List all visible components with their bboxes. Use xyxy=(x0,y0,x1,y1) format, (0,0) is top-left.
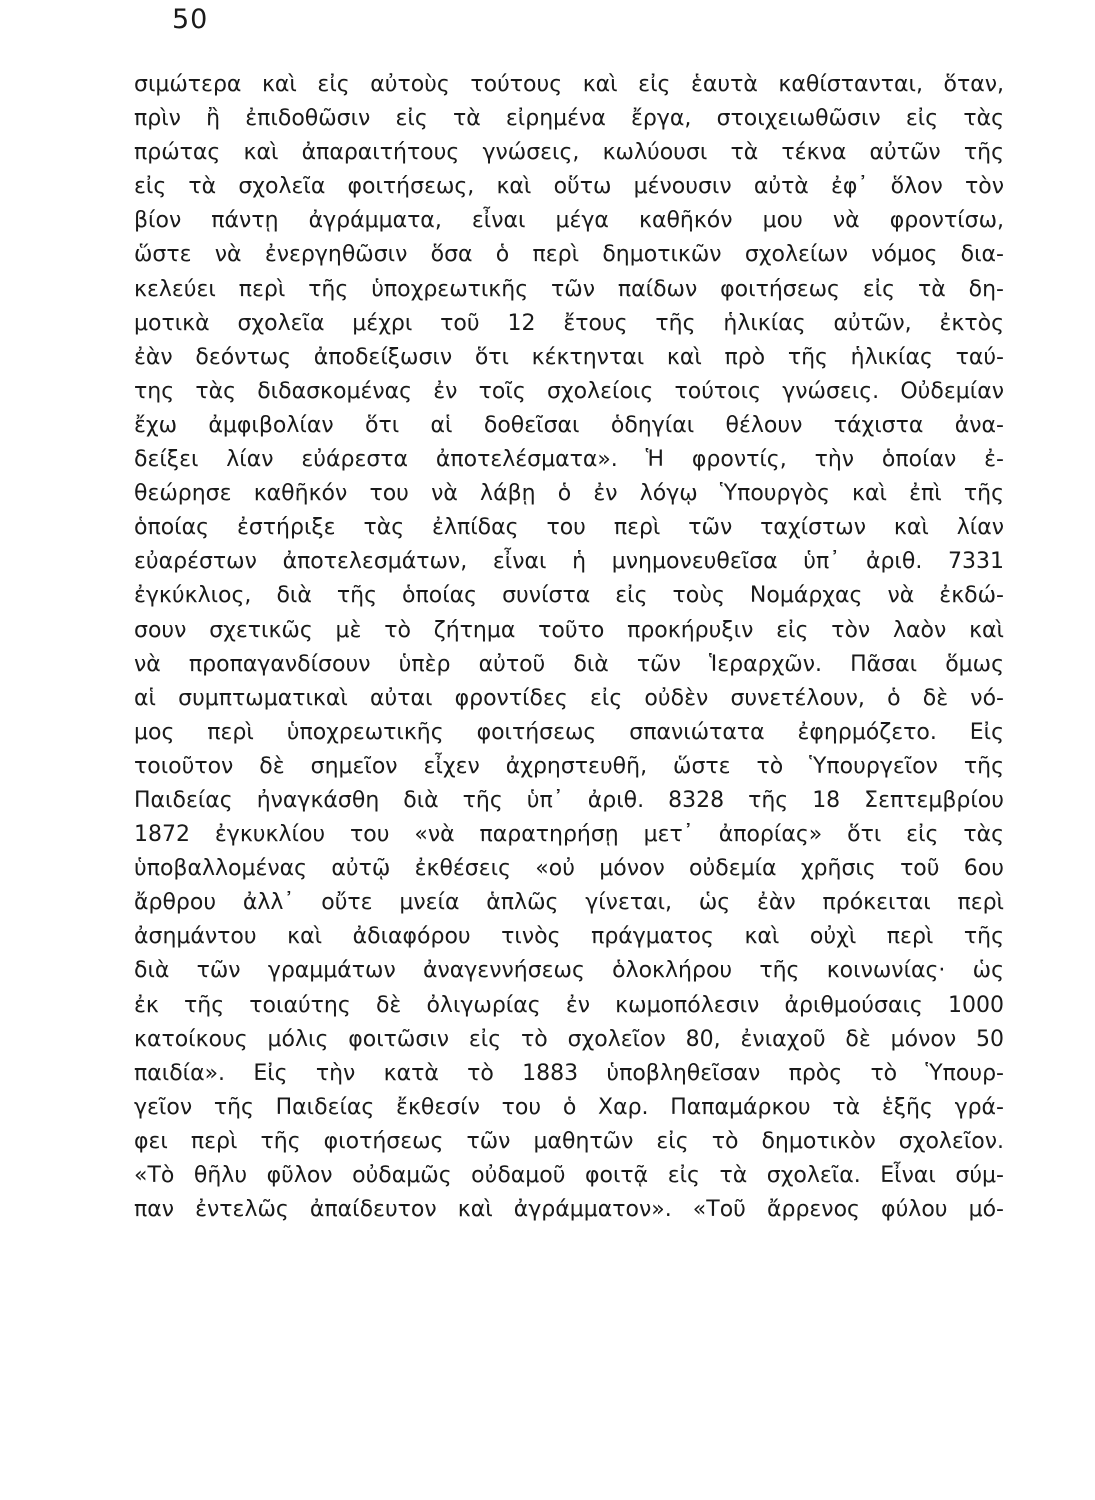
text-line: ἐὰν δεόντως ἀποδείξωσιν ὅτι κέκτηνται καὶ πρὸ τῆς ἡλικίας ταύ- xyxy=(134,344,1004,370)
text-line: πρώτας καὶ ἀπαραιτήτους γνώσεις, κωλύουσι τὰ τέκνα αὐτῶν τῆς xyxy=(134,140,1004,166)
text-line: μοτικὰ σχολεῖα μέχρι τοῦ 12 ἔτους τῆς ἡλικίας αὐτῶν, ἐκτὸς xyxy=(134,310,1004,336)
text-line: φει περὶ τῆς φιοτήσεως τῶν μαθητῶν εἰς τὸ δημοτικὸν σχολεῖον. xyxy=(134,1128,1004,1154)
text-line: ἐκ τῆς τοιαύτης δὲ ὀλιγωρίας ἐν κωμοπόλεσιν ἀριθμούσαις 1000 xyxy=(134,992,1004,1018)
text-line: 1872 ἐγκυκλίου του «νὰ παρατηρήσῃ μετ᾽ ἀπορίας» ὅτι εἰς τὰς xyxy=(134,822,1004,848)
text-line: δείξει λίαν εὐάρεστα ἀποτελέσματα». Ἡ φροντίς, τὴν ὁποίαν ἐ- xyxy=(134,447,1004,473)
text-line: εἰς τὰ σχολεῖα φοιτήσεως, καὶ οὕτω μένουσιν αὐτὰ ἐφ᾽ ὅλον τὸν xyxy=(134,174,1004,200)
text-line: ὥστε νὰ ἐνεργηθῶσιν ὅσα ὁ περὶ δημοτικῶν σχολείων νόμος δια- xyxy=(134,242,1004,268)
text-line: παιδία». Εἰς τὴν κατὰ τὸ 1883 ὑποβληθεῖσαν πρὸς τὸ Ὑπουρ- xyxy=(134,1060,1004,1086)
text-line: «Τὸ θῆλυ φῦλον οὐδαμῶς οὐδαμοῦ φοιτᾷ εἰς τὰ σχολεῖα. Εἶναι σύμ- xyxy=(134,1163,1004,1188)
text-line: ἄρθρου ἀλλ᾽ οὔτε μνεία ἁπλῶς γίνεται, ὡς ἐὰν πρόκειται περὶ xyxy=(134,890,1004,916)
text-line: γεῖον τῆς Παιδείας ἔκθεσίν του ὁ Χαρ. Παπαμάρκου τὰ ἑξῆς γρά- xyxy=(134,1094,1004,1120)
body-text xyxy=(134,68,1004,1227)
text-line: παν ἐντελῶς ἀπαίδευτον καὶ ἀγράμματον». «Τοῦ ἄρρενος φύλου μό- xyxy=(134,1197,1004,1223)
text-line: πρὶν ἢ ἐπιδοθῶσιν εἰς τὰ εἰρημένα ἔργα, στοιχειωθῶσιν εἰς τὰς xyxy=(134,106,1004,132)
text-line: διὰ τῶν γραμμάτων ἀναγεννήσεως ὁλοκλήρου τῆς κοινωνίας· ὡς xyxy=(134,958,1004,984)
text-line: ὁποίας ἐστήριξε τὰς ἐλπίδας του περὶ τῶν ταχίστων καὶ λίαν xyxy=(134,515,1004,541)
text-line: της τὰς διδασκομένας ἐν τοῖς σχολείοις τούτοις γνώσεις. Οὐδεμίαν xyxy=(134,378,1004,404)
text-line: κατοίκους μόλις φοιτῶσιν εἰς τὸ σχολεῖον 80, ἐνιαχοῦ δὲ μόνον 50 xyxy=(134,1026,1004,1052)
page-number: 50 xyxy=(172,4,209,35)
text-line: σουν σχετικῶς μὲ τὸ ζήτημα τοῦτο προκήρυξιν εἰς τὸν λαὸν καὶ xyxy=(134,617,1004,643)
text-line: βίον πάντῃ ἀγράμματα, εἶναι μέγα καθῆκόν μου νὰ φροντίσω, xyxy=(134,208,1004,234)
text-line: εὐαρέστων ἀποτελεσμάτων, εἶναι ἡ μνημονευθεῖσα ὑπ᾽ ἀριθ. 7331 xyxy=(134,549,1004,575)
text-line: ἔχω ἀμφιβολίαν ὅτι αἱ δοθεῖσαι ὁδηγίαι θέλουν τάχιστα ἀνα- xyxy=(134,412,1004,438)
text-line: Παιδείας ἠναγκάσθη διὰ τῆς ὑπ᾽ ἀριθ. 8328 τῆς 18 Σεπτεμβρίου xyxy=(134,787,1004,813)
text-line: τοιοῦτον δὲ σημεῖον εἶχεν ἀχρηστευθῆ, ὥστε τὸ Ὑπουργεῖον τῆς xyxy=(134,753,1004,779)
text-line: νὰ προπαγανδίσουν ὑπὲρ αὐτοῦ διὰ τῶν Ἱεραρχῶν. Πᾶσαι ὅμως xyxy=(134,651,1004,677)
text-line: ὑποβαλλομένας αὐτῷ ἐκθέσεις «οὐ μόνον οὐδεμία χρῆσις τοῦ 6ου xyxy=(134,856,1004,882)
text-line: αἱ συμπτωματικαὶ αὐται φροντίδες εἰς οὐδὲν συνετέλουν, ὁ δὲ νό- xyxy=(134,685,1004,711)
text-line: σιμώτερα καὶ εἰς αὐτοὺς τούτους καὶ εἰς ἑαυτὰ καθίστανται, ὅταν, xyxy=(134,72,1004,97)
text-line: ἀσημάντου καὶ ἀδιαφόρου τινὸς πράγματος καὶ οὐχὶ περὶ τῆς xyxy=(134,924,1004,950)
text-line: θεώρησε καθῆκόν του νὰ λάβῃ ὁ ἐν λόγῳ Ὑπουργὸς καὶ ἐπὶ τῆς xyxy=(134,481,1004,507)
text-line: μος περὶ ὑποχρεωτικῆς φοιτήσεως σπανιώτατα ἐφηρμόζετο. Εἰς xyxy=(134,719,1004,745)
text-line: κελεύει περὶ τῆς ὑποχρεωτικῆς τῶν παίδων φοιτήσεως εἰς τὰ δη- xyxy=(134,276,1004,302)
text-line: ἐγκύκλιος, διὰ τῆς ὁποίας συνίστα εἰς τοὺς Νομάρχας νὰ ἐκδώ- xyxy=(134,583,1004,609)
